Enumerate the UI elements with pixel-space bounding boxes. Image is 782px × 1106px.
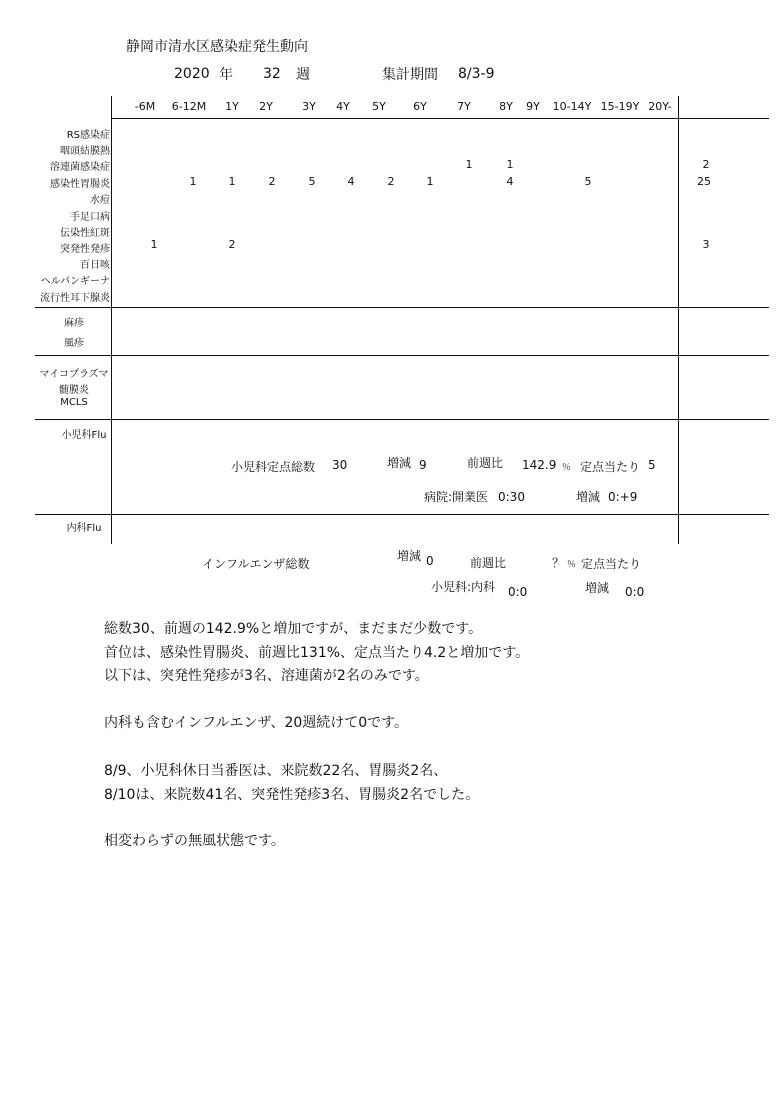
- disease-name: 流行性耳下腺炎: [40, 293, 110, 304]
- ped-ratio-value: 142.9: [522, 458, 557, 472]
- table-cell: 4: [347, 175, 355, 188]
- disease-name: RS感染症: [66, 130, 110, 141]
- table-cell: 1: [465, 158, 473, 171]
- int-ratio-value: ？: [552, 556, 565, 570]
- age-header: 20Y-: [648, 100, 672, 113]
- internal-flu-label: 内科Flu: [66, 523, 102, 534]
- disease-name: 咽頭結膜熱: [60, 146, 110, 157]
- table-cell: 1: [150, 238, 158, 251]
- disease-name: マイコプラズマ: [39, 369, 109, 380]
- disease-name: 風疹: [64, 338, 84, 349]
- row-total: 25: [697, 175, 711, 188]
- age-header: -6M: [134, 100, 156, 113]
- period-range: 8/3-9: [458, 66, 495, 82]
- pediatric-flu-label: 小児科Flu: [61, 430, 107, 441]
- table-cell: 1: [189, 175, 197, 188]
- ped-change-value: 9: [419, 458, 427, 472]
- age-header: 5Y: [372, 100, 386, 113]
- int-ped-int-value: 0:0: [508, 585, 528, 599]
- row-total: 3: [702, 238, 710, 251]
- int-ratio-unit: ％: [567, 560, 577, 570]
- disease-name: 溶連菌感染症: [50, 162, 110, 173]
- disease-name: 手足口病: [70, 212, 110, 223]
- section-divider: [35, 307, 769, 308]
- ped-per-point-label: 定点当たり: [580, 460, 641, 474]
- table-cell: 1: [506, 158, 514, 171]
- row-total: 2: [702, 158, 710, 171]
- age-header: 9Y: [526, 100, 540, 113]
- section-divider: [35, 355, 769, 356]
- disease-name: 百日咳: [80, 260, 110, 271]
- comment-line: 首位は、感染性胃腸炎、前週比131%、定点当たり4.2と増加です。: [104, 645, 530, 661]
- int-change2-label: 増減: [585, 581, 610, 595]
- year-value: 2020: [174, 66, 210, 82]
- table-left-border: [111, 96, 112, 544]
- table-right-border: [678, 96, 679, 544]
- table-cell: 1: [228, 175, 236, 188]
- int-change2-value: 0:0: [625, 585, 645, 599]
- table-cell: 1: [426, 175, 434, 188]
- int-ratio-label: 前週比: [470, 556, 507, 570]
- ped-total-label: 小児科定点総数: [231, 460, 316, 474]
- table-cell: 5: [584, 175, 592, 188]
- section-divider: [35, 419, 769, 420]
- age-header: 2Y: [259, 100, 273, 113]
- age-header: 7Y: [457, 100, 471, 113]
- disease-name: ヘルパンギーナ: [40, 276, 110, 287]
- ped-total-value: 30: [332, 458, 348, 472]
- age-header: 4Y: [336, 100, 350, 113]
- comment-line: 内科も含むインフルエンザ、20週続けて0です。: [104, 715, 409, 731]
- int-change-label: 増減: [397, 549, 422, 563]
- disease-name: 伝染性紅斑: [60, 228, 110, 239]
- period-label: 集計期間: [382, 67, 438, 83]
- ped-per-point-value: 5: [648, 458, 656, 472]
- age-header: 3Y: [302, 100, 316, 113]
- table-cell: 5: [308, 175, 316, 188]
- comment-line: 8/9、小児科休日当番医は、来院数22名、胃腸炎2名、: [104, 763, 448, 779]
- disease-name: 水痘: [90, 195, 110, 206]
- age-header: 6-12M: [171, 100, 207, 113]
- section-divider: [35, 514, 769, 515]
- disease-name: 麻疹: [64, 318, 84, 329]
- ped-ratio-label: 前週比: [467, 456, 504, 470]
- age-header: 1Y: [225, 100, 239, 113]
- ped-hospital-value: 0:30: [498, 490, 525, 504]
- comment-line: 以下は、突発性発疹が3名、溶連菌が2名のみです。: [104, 668, 429, 684]
- table-cell: 2: [387, 175, 395, 188]
- table-cell: 2: [228, 238, 236, 251]
- ped-change2-label: 増減: [576, 490, 601, 504]
- ped-ratio-unit: ％: [562, 463, 572, 473]
- week-value: 32: [263, 66, 281, 82]
- comment-line: 8/10は、来院数41名、突発性発疹3名、胃腸炎2名でした。: [104, 787, 480, 803]
- age-header: 6Y: [413, 100, 427, 113]
- age-header: 10-14Y: [552, 100, 592, 113]
- header-divider: [111, 118, 769, 119]
- ped-change-label: 増減: [387, 456, 412, 470]
- disease-name: 突発性発疹: [60, 244, 110, 255]
- age-header: 8Y: [499, 100, 513, 113]
- comment-line: 総数30、前週の142.9%と増加ですが、まだまだ少数です。: [104, 621, 483, 637]
- disease-name: 髄膜炎: [59, 385, 89, 396]
- age-header: 15-19Y: [600, 100, 640, 113]
- comment-line: 相変わらずの無風状態です。: [104, 833, 285, 849]
- int-ped-int-label: 小児科:内科: [431, 580, 496, 594]
- table-cell: 2: [268, 175, 276, 188]
- week-unit: 週: [296, 67, 310, 83]
- table-cell: 4: [506, 175, 514, 188]
- int-total-label: インフルエンザ総数: [202, 557, 310, 571]
- disease-name: MCLS: [60, 397, 88, 408]
- page-title: 静岡市清水区感染症発生動向: [126, 39, 308, 55]
- year-unit: 年: [219, 67, 233, 83]
- ped-hospital-label: 病院:開業医: [424, 490, 489, 504]
- int-per-point-label: 定点当たり: [581, 557, 642, 571]
- ped-change2-value: 0:+9: [608, 490, 638, 504]
- int-change-value: 0: [426, 554, 434, 568]
- disease-name: 感染性胃腸炎: [50, 179, 110, 190]
